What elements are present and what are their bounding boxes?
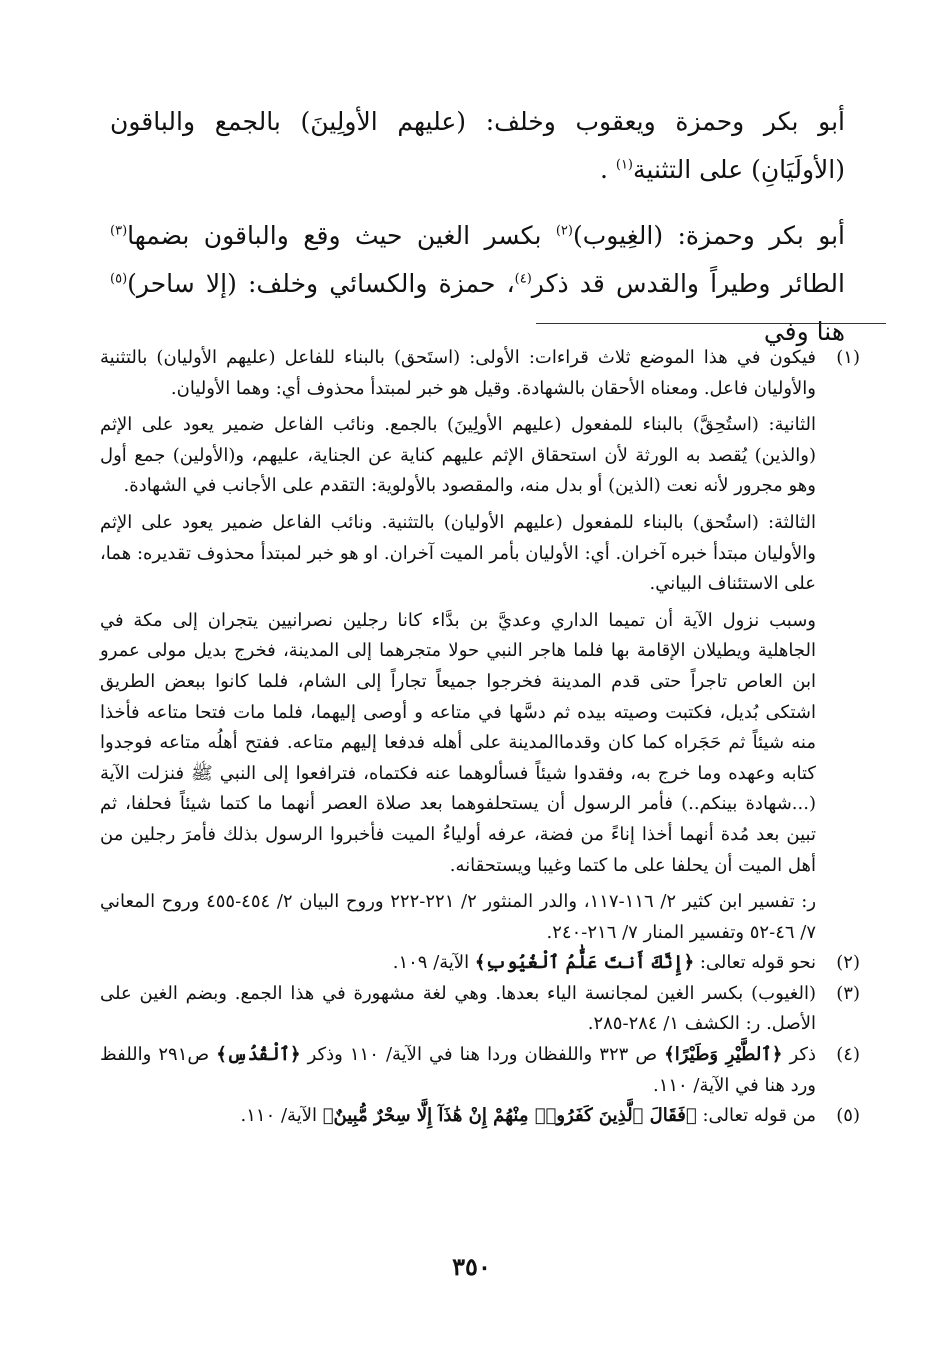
footnote-ref-3: (٣) bbox=[110, 223, 128, 239]
footnote-separator bbox=[536, 323, 886, 324]
footnote-body bbox=[100, 1040, 816, 1101]
main-text-span: بكسر الغين حيث وقع والباقون بضمها bbox=[127, 221, 542, 250]
main-text bbox=[110, 98, 845, 374]
footnote-ref-1: (١) bbox=[615, 157, 633, 173]
footnote-text: نحو قوله تعالى: bbox=[699, 952, 816, 974]
main-text-span: هنا وفي bbox=[763, 317, 845, 346]
footnote-text: ص٢٩١ واللفظ ورد هنا في الآية/ ١١٠. bbox=[100, 1044, 816, 1096]
footnote-number: (٤) bbox=[836, 1044, 860, 1066]
footnote-1 bbox=[100, 343, 860, 948]
main-text-span: أبو بكر وحمزة: (الغِيوب) bbox=[572, 221, 846, 250]
quran-verse: ﴿ٱلطَّيْرِ وَطَيْرًا﴾ bbox=[664, 1044, 783, 1066]
footnote-text: ذكر bbox=[789, 1044, 816, 1066]
footnotes bbox=[100, 343, 860, 1132]
footnote-body bbox=[100, 343, 816, 948]
footnote-paragraph: الثانية: (استُحِقَّ) بالبناء للمفعول (عليهم الأولِينَ) بالجمع. ونائب الفاعل ضمير يعود على الإثم (والذين) يُقصد به الورثة لأن استحقاق الإثم عليهم كناية عن الجناية، عليهم، و(الأولين) جمع أول وهو مجرور لأنه نعت (الذين) أو بدل منه، والمقصود بالأولوية: التقدم على الأجانب في الشهادة. bbox=[100, 414, 816, 497]
quran-verse: ﴿فَقَالَ ٱلَّذِينَ كَفَرُوا۟ مِنْهُمْ إِنْ هَٰذَآ إِلَّا سِحْرٌ مُّبِينٌ﴾ bbox=[322, 1105, 697, 1127]
main-paragraph-1 bbox=[110, 98, 845, 194]
footnote-number: (٢) bbox=[836, 952, 860, 974]
footnote-number: (٣) bbox=[836, 982, 860, 1004]
footnote-text: من قوله تعالى: bbox=[702, 1105, 816, 1127]
footnote-body bbox=[100, 1101, 816, 1132]
quran-verse: ﴿ٱلْقُدُسِ﴾ bbox=[216, 1044, 301, 1066]
main-text-span: أبو بكر وحمزة ويعقوب وخلف: (عليهم الأولِينَ) بالجمع والباقون (الأولَيَانِ) على التثنية bbox=[110, 107, 845, 184]
footnote-3 bbox=[100, 979, 860, 1040]
footnote-text: الآية/ ١١٠. bbox=[240, 1105, 317, 1127]
main-text-span: الطائر وطيراً والقدس قد ذكر bbox=[531, 269, 845, 298]
main-text-span: . bbox=[599, 155, 608, 184]
footnote-text: ص ٣٢٣ واللفظان وردا هنا في الآية/ ١١٠ وذكر bbox=[307, 1044, 658, 1066]
footnote-paragraph: الثالثة: (استُحق) بالبناء للمفعول (عليهم الأوليان) بالتثنية. ونائب الفاعل ضمير يعود على الإثم والأوليان مبتدأ خبره آخران. أي: الأوليان بأمر الميت آخران. او هو خبر لمبتدأ محذوف تقديره: هما، على الاستئناف البياني. bbox=[100, 511, 816, 595]
footnote-4 bbox=[100, 1040, 860, 1101]
footnote-paragraph: وسبب نزول الآية أن تميما الداري وعديَّ بن بدَّاء كانا رجلين نصرانيين يتجران إلى مكة في الجاهلية ويطيلان الإقامة بها فلما هاجر النبي حولا متجرهما إلى المدينة، فخرج بديل مولى عمرو ابن العاص تاجراً حتى قدم المدينة فخرجوا جميعاً تجاراً إلى الشام، فلما كانوا ببعض الطريق اشتكى بُديل، فكتبت وصيته بيده ثم دسَّها في متاعه و أوصى إليهما، فلما مات فتحا متاعه فأخذا منه شيئاً ثم حَجَراه كما كان وقدماالمدينة على أهله فدفعا إليهم متاعه. ففتح أهلُه متاعه فوجدوا كتابه وعهده وما خرج به، وفقدوا شيئاً فسألوهما عنه فكتماه، فترافعوا إلى النبي ﷺ فنزلت الآية (...شهادة بينكم..) فأمر الرسول أن يستحلفوهما بعد صلاة العصر أنهما ما كتما شيئاً فحلفا، ثم تبين بعد مُدة أنهما أخذا إناءً من فضة، عرفه أولياءُ الميت فأخبروا الرسول بذلك فأمرَ رجلين من أهل الميت أن يحلفا على ما كتما وغيبا ويستحقانه. bbox=[100, 609, 816, 876]
footnote-ref-5: (٥) bbox=[110, 271, 128, 287]
footnote-ref-2: (٢) bbox=[555, 223, 573, 239]
footnote-number: (١) bbox=[836, 347, 860, 368]
footnote-paragraph: ر: تفسير ابن كثير ٢/ ١١٦-١١٧، والدر المنثور ٢/ ٢٢١-٢٢٢ وروح البيان ٢/ ٤٥٤-٤٥٥ وروح المعاني ٧/ ٤٦-٥٢ وتفسير المنار ٧/ ٢١٦-٢٤٠. bbox=[100, 891, 817, 943]
footnote-paragraph: فيكون في هذا الموضع ثلاث قراءات: الأولى: (استَحق) بالبناء للفاعل (عليهم الأوليان) بالتثنية والأوليان فاعل. ومعناه الأحقان بالشهادة. وقيل هو خبر لمبتدأ محذوف أي: وهما الأوليان. bbox=[100, 347, 816, 399]
page-number: ٣٥٠ bbox=[452, 1252, 491, 1281]
main-text-span: ، حمزة والكسائي وخلف: (إلا ساحر) bbox=[127, 269, 515, 298]
footnote-ref-4: (٤) bbox=[514, 271, 532, 287]
footnote-5 bbox=[100, 1101, 860, 1132]
quran-verse: ﴿إِنَّكَ أَنتَ عَلَّٰمُ ٱلْغُيُوبِ﴾ bbox=[474, 952, 695, 974]
main-paragraph-2 bbox=[110, 212, 845, 356]
footnote-2 bbox=[100, 948, 860, 979]
footnote-body bbox=[100, 948, 816, 979]
footnote-text: الآية/ ١٠٩. bbox=[392, 952, 470, 974]
footnote-number: (٥) bbox=[836, 1105, 860, 1127]
footnote-body: (الغيوب) بكسر الغين لمجانسة الياء بعدها. وهي لغة مشهورة في هذا الجمع. وبضم الغين على الأصل. ر: الكشف ١/ ٢٨٤-٢٨٥. bbox=[100, 982, 816, 1035]
